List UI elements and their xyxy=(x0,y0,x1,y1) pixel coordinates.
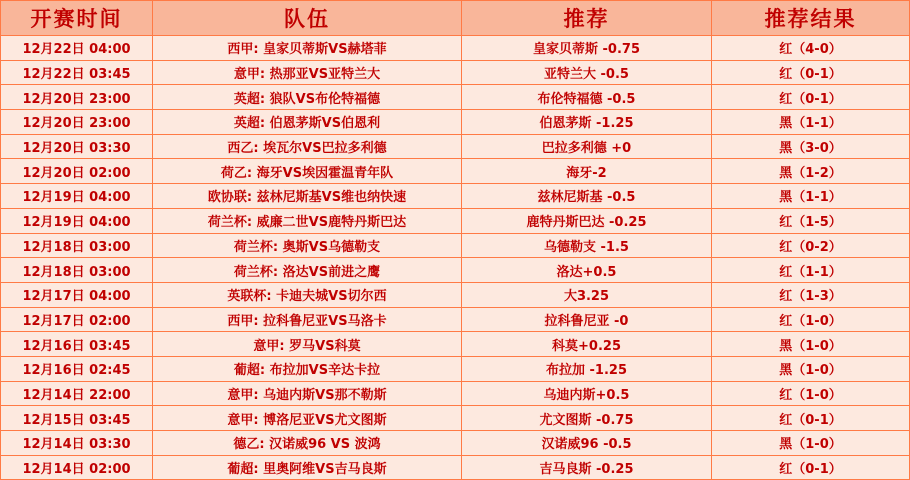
cell-match-time: 12月22日 04:00 xyxy=(1,36,153,61)
column-header-pick: 推荐 xyxy=(462,1,712,36)
cell-result: 黑（1-2） xyxy=(712,159,910,184)
cell-match-time: 12月17日 04:00 xyxy=(1,282,153,307)
cell-match-time: 12月14日 22:00 xyxy=(1,381,153,406)
cell-teams: 荷兰杯: 威廉二世VS鹿特丹斯巴达 xyxy=(153,208,462,233)
column-header-time: 开赛时间 xyxy=(1,1,153,36)
cell-result: 黑（1-0） xyxy=(712,332,910,357)
cell-match-time: 12月20日 23:00 xyxy=(1,110,153,135)
cell-result: 红（1-0） xyxy=(712,307,910,332)
table-row xyxy=(1,110,910,135)
cell-pick: 乌迪内斯+0.5 xyxy=(462,381,712,406)
cell-teams: 意甲: 乌迪内斯VS那不勒斯 xyxy=(153,381,462,406)
table-row xyxy=(1,406,910,431)
cell-result: 红（1-0） xyxy=(712,381,910,406)
cell-teams: 英联杯: 卡迪夫城VS切尔西 xyxy=(153,282,462,307)
cell-teams: 德乙: 汉诺威96 VS 波鸿 xyxy=(153,431,462,456)
table-row xyxy=(1,85,910,110)
cell-match-time: 12月16日 02:45 xyxy=(1,356,153,381)
cell-match-time: 12月15日 03:45 xyxy=(1,406,153,431)
column-header-teams: 队伍 xyxy=(153,1,462,36)
cell-pick: 科莫+0.25 xyxy=(462,332,712,357)
cell-match-time: 12月20日 23:00 xyxy=(1,85,153,110)
cell-match-time: 12月14日 02:00 xyxy=(1,455,153,480)
cell-pick: 洛达+0.5 xyxy=(462,258,712,283)
cell-match-time: 12月20日 02:00 xyxy=(1,159,153,184)
cell-teams: 西乙: 埃瓦尔VS巴拉多利德 xyxy=(153,134,462,159)
cell-pick: 皇家贝蒂斯 -0.75 xyxy=(462,36,712,61)
cell-match-time: 12月18日 03:00 xyxy=(1,258,153,283)
cell-result: 红（1-1） xyxy=(712,258,910,283)
table-row xyxy=(1,356,910,381)
table-row xyxy=(1,184,910,209)
table-row xyxy=(1,332,910,357)
cell-teams: 英超: 伯恩茅斯VS伯恩利 xyxy=(153,110,462,135)
table-row xyxy=(1,455,910,480)
cell-match-time: 12月22日 03:45 xyxy=(1,60,153,85)
cell-pick: 巴拉多利德 +0 xyxy=(462,134,712,159)
table-row xyxy=(1,36,910,61)
cell-pick: 汉诺威96 -0.5 xyxy=(462,431,712,456)
cell-pick: 海牙-2 xyxy=(462,159,712,184)
table-row xyxy=(1,431,910,456)
cell-result: 红（0-1） xyxy=(712,85,910,110)
cell-pick: 布拉加 -1.25 xyxy=(462,356,712,381)
cell-match-time: 12月14日 03:30 xyxy=(1,431,153,456)
cell-pick: 拉科鲁尼亚 -0 xyxy=(462,307,712,332)
cell-pick: 伯恩茅斯 -1.25 xyxy=(462,110,712,135)
cell-result: 红（1-3） xyxy=(712,282,910,307)
cell-teams: 意甲: 博洛尼亚VS尤文图斯 xyxy=(153,406,462,431)
table-row xyxy=(1,307,910,332)
cell-result: 黑（1-0） xyxy=(712,356,910,381)
cell-result: 红（0-1） xyxy=(712,406,910,431)
table-row xyxy=(1,233,910,258)
cell-result: 黑（1-1） xyxy=(712,184,910,209)
table-row xyxy=(1,134,910,159)
cell-pick: 亚特兰大 -0.5 xyxy=(462,60,712,85)
cell-match-time: 12月17日 02:00 xyxy=(1,307,153,332)
cell-teams: 意甲: 热那亚VS亚特兰大 xyxy=(153,60,462,85)
cell-result: 红（0-2） xyxy=(712,233,910,258)
cell-pick: 尤文图斯 -0.75 xyxy=(462,406,712,431)
table-row xyxy=(1,60,910,85)
table-row xyxy=(1,258,910,283)
cell-result: 红（4-0） xyxy=(712,36,910,61)
table-row xyxy=(1,282,910,307)
cell-teams: 葡超: 布拉加VS辛达卡拉 xyxy=(153,356,462,381)
cell-pick: 兹林尼斯基 -0.5 xyxy=(462,184,712,209)
cell-pick: 吉马良斯 -0.25 xyxy=(462,455,712,480)
cell-teams: 荷兰杯: 洛达VS前进之鹰 xyxy=(153,258,462,283)
cell-pick: 布伦特福德 -0.5 xyxy=(462,85,712,110)
cell-teams: 葡超: 里奥阿维VS吉马良斯 xyxy=(153,455,462,480)
cell-teams: 荷兰杯: 奥斯VS乌德勒支 xyxy=(153,233,462,258)
column-header-result: 推荐结果 xyxy=(712,1,910,36)
table-row xyxy=(1,381,910,406)
table-row xyxy=(1,208,910,233)
table-header xyxy=(1,1,910,36)
cell-teams: 欧协联: 兹林尼斯基VS维也纳快速 xyxy=(153,184,462,209)
table-row xyxy=(1,159,910,184)
cell-result: 红（0-1） xyxy=(712,455,910,480)
cell-match-time: 12月18日 03:00 xyxy=(1,233,153,258)
cell-teams: 西甲: 拉科鲁尼亚VS马洛卡 xyxy=(153,307,462,332)
header-row xyxy=(1,1,910,36)
cell-result: 黑（3-0） xyxy=(712,134,910,159)
cell-teams: 西甲: 皇家贝蒂斯VS赫塔菲 xyxy=(153,36,462,61)
cell-teams: 英超: 狼队VS布伦特福德 xyxy=(153,85,462,110)
cell-result: 红（1-5） xyxy=(712,208,910,233)
cell-result: 黑（1-1） xyxy=(712,110,910,135)
cell-match-time: 12月19日 04:00 xyxy=(1,184,153,209)
cell-pick: 乌德勒支 -1.5 xyxy=(462,233,712,258)
table-body xyxy=(1,36,910,480)
cell-teams: 荷乙: 海牙VS埃因霍温青年队 xyxy=(153,159,462,184)
cell-result: 红（0-1） xyxy=(712,60,910,85)
cell-pick: 鹿特丹斯巴达 -0.25 xyxy=(462,208,712,233)
cell-match-time: 12月20日 03:30 xyxy=(1,134,153,159)
cell-match-time: 12月19日 04:00 xyxy=(1,208,153,233)
cell-teams: 意甲: 罗马VS科莫 xyxy=(153,332,462,357)
cell-match-time: 12月16日 03:45 xyxy=(1,332,153,357)
cell-result: 黑（1-0） xyxy=(712,431,910,456)
cell-pick: 大3.25 xyxy=(462,282,712,307)
